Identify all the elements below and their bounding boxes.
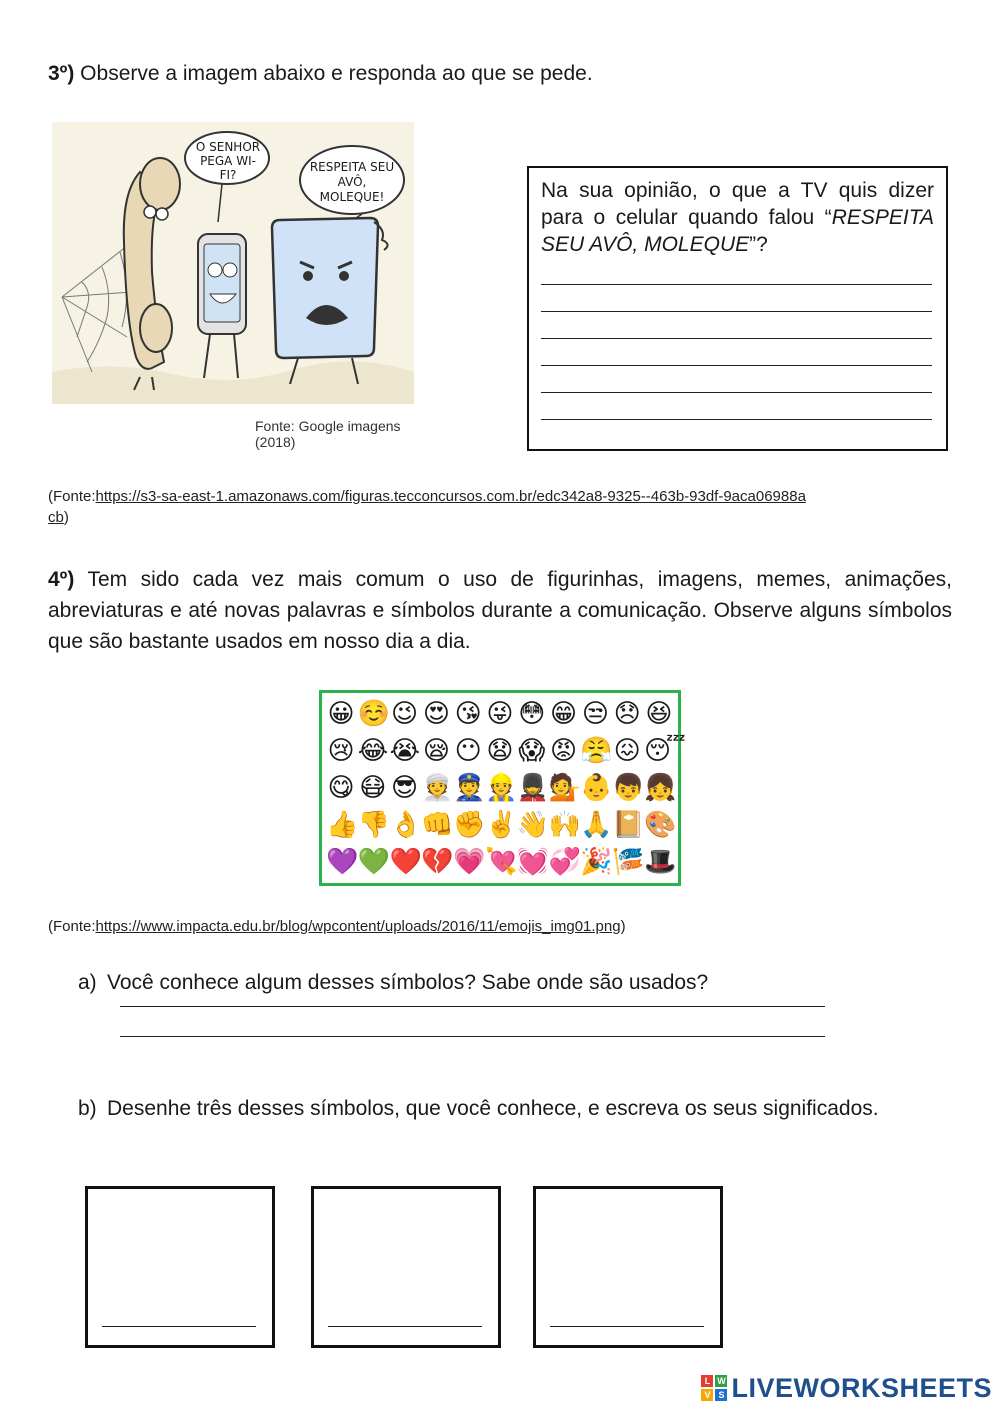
emoji-icon: 💂	[516, 773, 550, 803]
answer-line[interactable]	[541, 312, 932, 339]
logo-mark-icon	[701, 1375, 727, 1401]
emoji-icon: 👷	[484, 773, 518, 803]
logo-letter: W	[717, 1376, 726, 1386]
meaning-line[interactable]	[550, 1326, 704, 1327]
meaning-line[interactable]	[102, 1326, 256, 1327]
emoji-icon: 😖	[613, 736, 641, 766]
source-suffix: )	[620, 918, 626, 935]
emoji-icon: 👎	[357, 810, 391, 840]
prompt-quote: RESPEITA SEU AVÔ, MOLEQUE	[541, 206, 934, 256]
emoji-icon: 😞	[613, 699, 641, 729]
emoji-row	[326, 734, 686, 771]
emoji-row	[326, 697, 674, 734]
emoji-icon: 👍	[326, 810, 359, 840]
tv-character	[272, 218, 388, 384]
answer-line[interactable]	[541, 366, 932, 393]
emoji-icon: 😢	[327, 736, 355, 766]
drawing-box-1[interactable]	[85, 1186, 275, 1348]
emoji-icon: 😴	[643, 736, 686, 766]
emoji-icon: 😡	[550, 736, 578, 766]
emoji-icon: 😍	[422, 699, 450, 729]
logo-letter: L	[701, 1375, 713, 1387]
emoji-icon: 😋	[327, 773, 355, 803]
emoji-icon: 💞	[548, 847, 581, 877]
q3-number: 3º)	[48, 62, 75, 85]
cartoon-caption: Fonte: Google imagens (2018)	[255, 418, 401, 450]
emoji-icon: 💁	[548, 773, 581, 803]
emoji-row	[326, 845, 677, 882]
emoji-icon: 😭	[389, 736, 420, 766]
q4-source-link[interactable]: https://www.impacta.edu.br/blog/wpcontent/uploads/2016/11/emojis_img01.png	[95, 918, 621, 935]
emoji-row	[326, 771, 677, 808]
emoji-icon: 🙏	[580, 810, 613, 840]
answer-line[interactable]	[541, 285, 932, 312]
emoji-icon: 💔	[421, 847, 454, 877]
emoji-icon: 💓	[516, 847, 550, 877]
emoji-icon: 😁	[550, 699, 578, 729]
emoji-icon: 👋	[516, 810, 550, 840]
answer-line[interactable]	[541, 393, 932, 420]
emoji-icon: 😆	[645, 699, 673, 729]
emoji-icon: ❤️	[389, 847, 422, 877]
emoji-icon: 😧	[486, 736, 514, 766]
emoji-icon: 🎉	[580, 847, 613, 877]
emoji-icon: 💘	[484, 847, 518, 877]
emoji-icon: ☺️	[357, 699, 391, 729]
cartoon-image	[50, 122, 415, 450]
emoji-row	[326, 808, 677, 845]
q3-source	[48, 486, 808, 528]
liveworksheets-logo	[701, 1371, 992, 1405]
emoji-icon: 😳	[518, 699, 546, 729]
source-prefix: (Fonte:	[48, 918, 96, 935]
emoji-icon: 😷	[359, 773, 387, 803]
answer-line[interactable]	[541, 258, 932, 285]
emoji-icon: 👦	[612, 773, 645, 803]
prompt-end: ”?	[749, 233, 768, 256]
answer-line[interactable]	[541, 339, 932, 366]
emoji-icon: 👊	[421, 810, 454, 840]
cellphone-character	[198, 234, 246, 378]
emoji-icon: 😪	[422, 736, 450, 766]
emoji-icon: 😀	[327, 699, 355, 729]
source-prefix: (Fonte:	[48, 488, 96, 505]
q3-source-link[interactable]: https://s3-sa-east-1.amazonaws.com/figuras.tecconcursos.com.br/edc342a8-9325--463b-93df-9aca06988acb	[48, 488, 806, 526]
emoji-icon: 😶	[454, 736, 482, 766]
logo-letter: V	[701, 1389, 713, 1401]
emoji-icon: 👮	[453, 773, 486, 803]
telephone-character	[124, 158, 180, 390]
emoji-icon: 🎩	[643, 847, 677, 877]
emoji-icon: 😤	[580, 736, 613, 766]
q4-heading	[48, 564, 952, 657]
question-a-text: Você conhece algum desses símbolos? Sabe onde são usados?	[107, 971, 709, 994]
emoji-icon: 👌	[389, 810, 422, 840]
question-a-label: a)	[78, 971, 97, 994]
prompt-start: Na sua opinião, o que a TV quis dizer para o celular quando falou “	[541, 179, 934, 229]
q4-number: 4º)	[48, 568, 75, 591]
cartoon-scene	[52, 122, 414, 404]
emoji-icon: ✊	[453, 810, 486, 840]
meaning-line[interactable]	[328, 1326, 482, 1327]
emoji-icon: 😂	[357, 736, 389, 766]
bubble-left-text: O SENHOR PEGA WI-FI?	[195, 140, 261, 182]
ground	[52, 361, 414, 404]
q4-source	[48, 916, 948, 937]
emoji-icon: 😱	[518, 736, 546, 766]
emoji-icon: 😜	[486, 699, 514, 729]
bubble-right-text: RESPEITA SEU AVÔ, MOLEQUE!	[309, 160, 395, 204]
emoji-icon: 👧	[643, 773, 677, 803]
answer-line-a2[interactable]	[120, 1036, 825, 1037]
emoji-icon: 👳	[421, 773, 454, 803]
emoji-icon: 🎏	[612, 847, 645, 877]
emoji-icon: 🙌	[548, 810, 581, 840]
logo-text: LIVEWORKSHEETS	[731, 1372, 992, 1403]
emoji-icon: 🎨	[643, 810, 677, 840]
emoji-icon: 💜	[326, 847, 359, 877]
emoji-icon: 😒	[581, 699, 609, 729]
emoji-icon: 😎	[391, 773, 419, 803]
emoji-grid-image	[319, 690, 686, 886]
drawing-box-3[interactable]	[533, 1186, 723, 1348]
q3-text: Observe a imagem abaixo e responda ao que se pede.	[74, 62, 593, 85]
answer-line-a1[interactable]	[120, 1006, 825, 1007]
logo-letter: S	[715, 1389, 727, 1401]
emoji-icon: 😘	[454, 699, 482, 729]
question-b-text: Desenhe três desses símbolos, que você conhece, e escreva os seus significados.	[107, 1097, 879, 1120]
emoji-icon: 👶	[580, 773, 613, 803]
question-b-label: b)	[78, 1097, 97, 1120]
spider-web-icon	[62, 242, 132, 372]
emoji-icon: ✌️	[484, 810, 518, 840]
emoji-icon: 💚	[357, 847, 391, 877]
source-suffix: )	[63, 509, 69, 526]
emoji-icon: 😉	[391, 699, 419, 729]
emoji-icon: 💗	[453, 847, 486, 877]
drawing-box-2[interactable]	[311, 1186, 501, 1348]
q3-heading	[48, 58, 948, 89]
opinion-answer-box[interactable]	[527, 166, 948, 451]
q4-text: Tem sido cada vez mais comum o uso de figurinhas, imagens, memes, animações, abreviaturas e até novas palavras e símbolos durante a comunicação. Observe alguns símbolos que são bastante usados em nosso dia a dia.	[48, 568, 952, 653]
emoji-icon: 📔	[612, 810, 645, 840]
opinion-prompt	[541, 177, 934, 258]
